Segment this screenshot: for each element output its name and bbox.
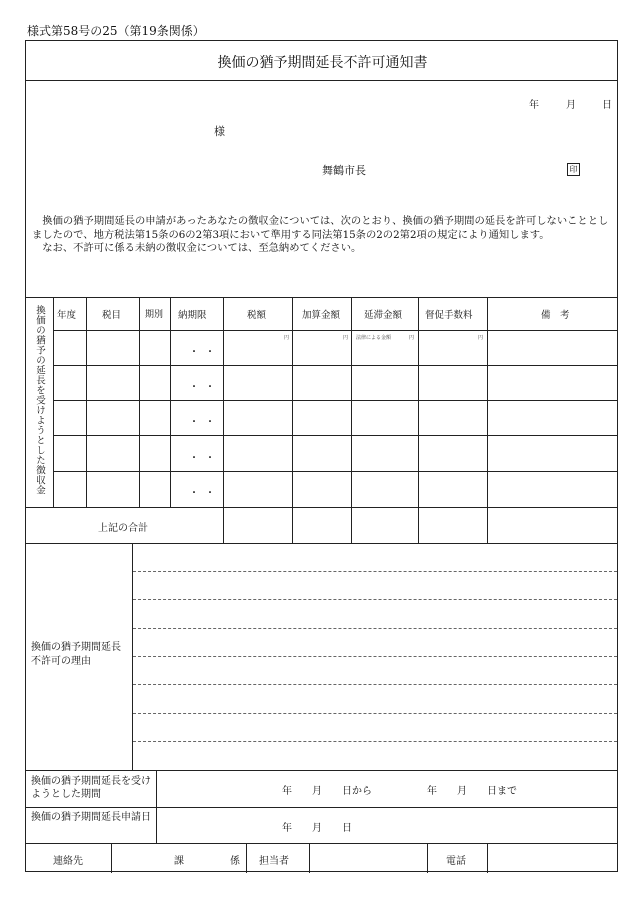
- divider: [487, 297, 488, 543]
- period-from: 年 月 日から: [282, 786, 372, 797]
- divider: [26, 297, 617, 298]
- divider: [26, 80, 617, 81]
- divider: [26, 543, 617, 544]
- divider: [53, 471, 617, 472]
- divider: [53, 330, 617, 331]
- header-year: 年度: [57, 310, 77, 321]
- reason-line: [133, 684, 617, 685]
- reason-line: [133, 656, 617, 657]
- due-date-dots: ・・: [189, 453, 221, 464]
- reason-line: [133, 599, 617, 600]
- date-year: 年: [529, 100, 539, 111]
- contact-section: 課: [174, 856, 184, 867]
- period-to: 年 月 日まで: [427, 786, 517, 797]
- total-label: 上記の合計: [98, 523, 148, 534]
- delinquency-note: 法律による金額: [356, 335, 392, 341]
- divider: [170, 297, 171, 507]
- reason-line: [133, 713, 617, 714]
- contact-phone: 電話: [446, 856, 466, 867]
- yen-unit: 円: [284, 335, 290, 341]
- yen-unit: 円: [478, 335, 484, 341]
- header-additional-tax: 加算金額: [302, 310, 341, 321]
- header-due-date: 納期限: [178, 310, 207, 321]
- divider: [53, 435, 617, 436]
- divider: [139, 297, 140, 507]
- header-fee: 督促手数料: [425, 310, 473, 321]
- divider: [26, 807, 617, 808]
- application-date-label: 換価の猶予期間延長申請日: [31, 812, 151, 823]
- notice-form: [25, 40, 618, 872]
- divider: [53, 365, 617, 366]
- divider: [26, 507, 617, 508]
- date-day: 日: [602, 100, 612, 111]
- reason-label: 換価の猶予期間延長不許可の理由: [31, 642, 121, 667]
- due-date-dots: ・・: [189, 488, 221, 499]
- reason-line: [133, 628, 617, 629]
- divider: [53, 297, 54, 507]
- due-date-dots: ・・: [189, 347, 221, 358]
- divider: [53, 400, 617, 401]
- divider: [26, 843, 617, 844]
- addressee-suffix: 様: [214, 125, 225, 138]
- reason-line: [133, 741, 617, 742]
- contact-label: 連絡先: [53, 856, 83, 867]
- header-tax-amount: 税額: [247, 310, 267, 321]
- header-period: 期別: [145, 310, 164, 320]
- yen-unit: 円: [409, 335, 415, 341]
- header-remarks: 備 考: [541, 310, 570, 321]
- divider: [427, 843, 428, 873]
- form-title: 換価の猶予期間延長不許可通知書: [217, 55, 428, 71]
- divider: [223, 297, 224, 543]
- issuer-name: 舞鶴市長: [322, 164, 366, 177]
- form-number: 様式第58号の25（第19条関係）: [27, 24, 205, 38]
- contact-person: 担当者: [259, 856, 289, 867]
- divider: [26, 770, 617, 771]
- header-delinquency: 延滞金額: [364, 310, 403, 321]
- date-month: 月: [566, 100, 576, 111]
- period-label: 換価の猶予期間延長を受けようとした期間: [31, 776, 151, 800]
- reason-line: [133, 571, 617, 572]
- seal-mark: 印: [567, 163, 580, 176]
- header-tax-item: 税目: [102, 310, 122, 321]
- due-date-dots: ・・: [189, 417, 221, 428]
- contact-unit: 係: [230, 856, 240, 867]
- side-label: 換価の猶予の延長を受けようとした徴収金: [34, 305, 45, 495]
- divider: [292, 297, 293, 543]
- divider: [351, 297, 352, 543]
- notice-body: [32, 215, 617, 256]
- divider: [111, 843, 112, 873]
- due-date-dots: ・・: [189, 382, 221, 393]
- divider: [86, 297, 87, 507]
- divider: [309, 843, 310, 873]
- divider: [418, 297, 419, 543]
- notice-paragraph: なお、不許可に係る未納の徴収金については、至急納めてください。: [42, 242, 362, 254]
- application-date: 年 月 日: [282, 823, 352, 834]
- notice-paragraph: 換価の猶予期間延長の申請があったあなたの徴収金については、次のとおり、換価の猶予期間の延長を許可しないこととしましたので、地方税法第15条の6の2第3項において準用する同法第15条の2の2第2項の規定により通知します。: [32, 215, 609, 241]
- divider: [487, 843, 488, 873]
- yen-unit: 円: [343, 335, 349, 341]
- divider: [246, 843, 247, 873]
